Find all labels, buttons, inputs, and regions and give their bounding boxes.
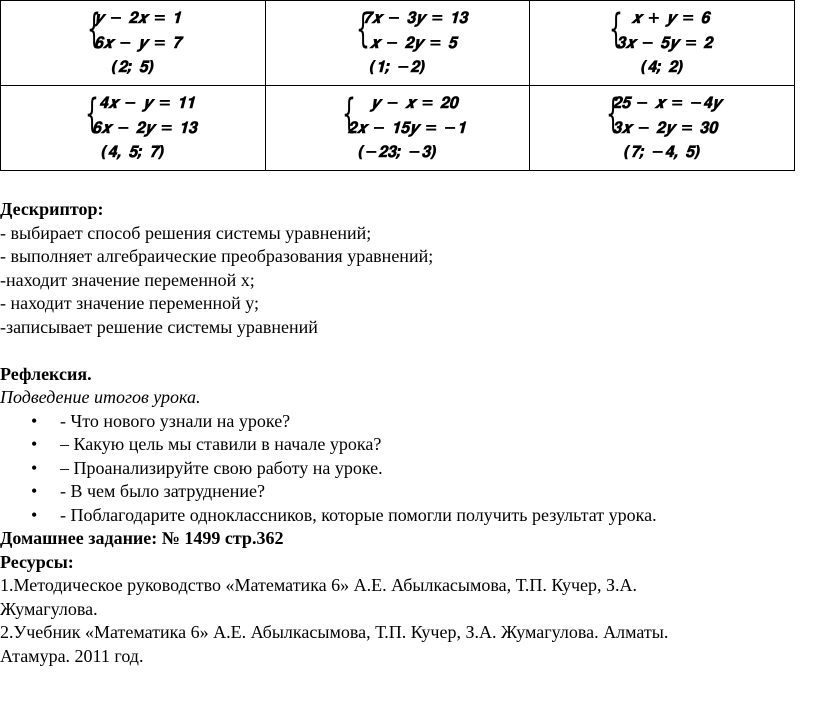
equation: 𝟑𝒙 − 𝟓𝒚 = 𝟐 [616, 33, 713, 52]
reflection-heading: Рефлексия. [0, 363, 92, 384]
list-item [0, 433, 816, 457]
equation: 𝟐𝟓 − 𝒙 = −𝟒𝒚 [612, 93, 722, 112]
equation: 𝒙 + 𝒚 = 𝟔 [631, 8, 710, 27]
equation: 𝟕𝒙 − 𝟑𝒚 = 𝟏𝟑 [362, 8, 468, 27]
system-cell [530, 86, 795, 171]
descriptor-item: - находит значение переменной у; [0, 293, 260, 313]
equation: 𝟑𝒙 − 𝟐𝒚 = 𝟑𝟎 [612, 118, 718, 137]
equation: 𝟔𝒙 − 𝒚 = 𝟕 [94, 33, 181, 52]
resource-line: 2.Учебник «Математика 6» А.Е. Абылкасымова, Т.П. Кучер, З.А. Жумагулова. Алматы. [0, 622, 669, 642]
bullet-icon: • [31, 504, 38, 525]
list-item [0, 504, 816, 528]
resource-line: Атамура. 2011 год. [0, 645, 144, 666]
question-text: - В чем было затруднение? [60, 481, 266, 501]
equation-system [530, 90, 794, 140]
question-text: – Проанализируйте свою работу на уроке. [60, 457, 383, 478]
reflection-questions [0, 410, 816, 528]
list-item [0, 480, 816, 504]
system-cell [265, 86, 530, 171]
equation: 𝟒𝒙 − 𝒚 = 𝟏𝟏 [99, 93, 195, 112]
solution: (𝟕; −𝟒, 𝟓) [622, 142, 702, 161]
brace-icon: { [85, 91, 99, 137]
system-cell [1, 86, 266, 171]
system-cell [530, 1, 795, 86]
question-text: – Какую цель мы ставили в начале урока? [60, 434, 382, 454]
equation: 𝒚 − 𝟐𝒙 = 𝟏 [94, 8, 181, 27]
list-item [0, 410, 816, 434]
system-cell [1, 1, 266, 86]
systems-table [0, 0, 795, 171]
resource-line: 1.Методическое руководство «Математика 6» А.Е. Абылкасымова, Т.П. Кучер, З.А. [0, 575, 638, 595]
document-body [0, 198, 816, 668]
descriptor-item: -записывает решение системы уравнений [0, 316, 318, 337]
solution: (𝟐; 𝟓) [110, 57, 156, 76]
solution: (𝟏; −𝟐) [368, 57, 427, 76]
system-cell [265, 1, 530, 86]
bullet-icon: • [31, 457, 38, 478]
equation-system [1, 5, 265, 55]
brace-icon: { [606, 91, 621, 137]
table-row [1, 1, 795, 86]
equation-system [1, 90, 265, 140]
descriptor-item: -находит значение переменной х; [0, 269, 255, 290]
equation: 𝟔𝒙 − 𝟐𝒚 = 𝟏𝟑 [92, 118, 197, 137]
bullet-icon: • [31, 481, 38, 501]
brace-icon: { [609, 6, 624, 52]
list-item [0, 457, 816, 481]
spacer [0, 339, 816, 363]
equation-system [530, 5, 794, 55]
bullet-icon: • [31, 434, 38, 454]
question-text: - Что нового узнали на уроке? [60, 410, 291, 431]
solution: (𝟒; 𝟐) [639, 57, 685, 76]
bullet-icon: • [31, 410, 38, 431]
brace-icon: { [87, 6, 101, 52]
equation: 𝒙 − 𝟐𝒚 = 𝟓 [369, 33, 457, 52]
homework-line: Домашнее задание: № 1499 стр.362 [0, 528, 284, 548]
solution: (−𝟐𝟑; −𝟑) [357, 142, 438, 161]
brace-icon: { [355, 6, 370, 52]
descriptor-heading: Дескриптор: [0, 199, 104, 219]
resources-heading: Ресурсы: [0, 551, 74, 572]
solution: (𝟒, 𝟓; 𝟕) [100, 142, 166, 161]
equation: 𝟐𝒙 − 𝟏𝟓𝒚 = −𝟏 [347, 118, 466, 137]
reflection-subheading: Подведение итогов урока. [0, 387, 201, 407]
equation: 𝒚 − 𝒙 = 𝟐𝟎 [370, 93, 458, 112]
resource-line: Жумагулова. [0, 598, 98, 619]
descriptor-item: - выполняет алгебраические преобразования уравнений; [0, 246, 434, 266]
brace-icon: { [341, 91, 356, 137]
equation-system [266, 5, 530, 55]
table-row [1, 86, 795, 171]
question-text: - Поблагодарите одноклассников, которые помогли получить результат урока. [60, 504, 657, 525]
descriptor-item: - выбирает способ решения системы уравнений; [0, 222, 372, 243]
equation-system [266, 90, 530, 140]
